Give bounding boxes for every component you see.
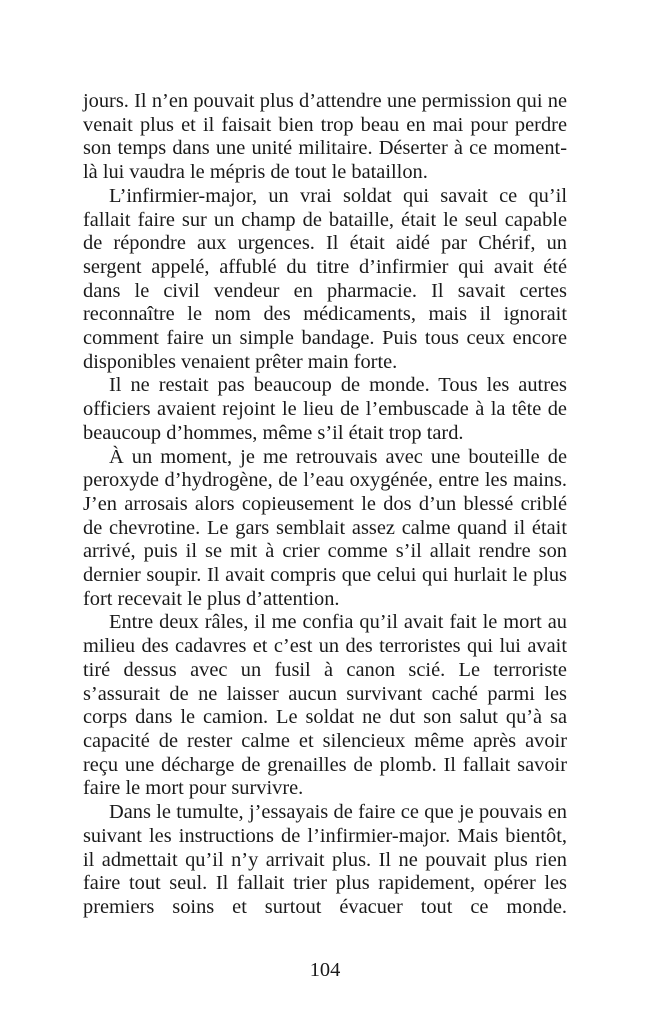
paragraph-5: Entre deux râles, il me confia qu’il avait fait le mort au milieu des cadavres et c’est un des terroristes qui lui avait tiré dessus avec un fusil à canon scié. Le terroriste s’assurait de ne laisser aucun survivant caché parmi les corps dans le camion. Le soldat ne dut son salut qu’à sa capacité de rester calme et silencieux même après avoir reçu une décharge de grenailles de plomb. Il fallait savoir faire le mort pour survivre. bbox=[83, 611, 567, 800]
paragraph-4: À un moment, je me retrouvais avec une bouteille de peroxyde d’hydrogène, de l’eau oxygénée, entre les mains. J’en arrosais alors copieusement le dos d’un blessé criblé de chevrotine. Le gars semblait assez calme quand il était arrivé, puis il se mit à crier comme s’il allait rendre son dernier soupir. Il avait compris que celui qui hurlait le plus fort recevait le plus d’attention. bbox=[83, 445, 567, 610]
paragraph-6: Dans le tumulte, j’essayais de faire ce que je pouvais en suivant les instructions de l’infirmier-major. Mais bientôt, il admettait qu’il n’y arrivait plus. Il ne pouvait plus rien faire tout seul. Il fallait trier plus rapidement, opérer les premiers soins et surtout évacuer tout ce monde. bbox=[83, 801, 567, 918]
paragraph-1: jours. Il n’en pouvait plus d’attendre une permission qui ne venait plus et il faisait bien trop beau en mai pour perdre son temps dans une unité militaire. Déserter à ce moment-là lui vaudra le mépris de tout le bataillon. bbox=[83, 90, 567, 184]
paragraph-3: Il ne restait pas beaucoup de monde. Tous les autres officiers avaient rejoint le lieu de l’embuscade à la tête de beaucoup d’hommes, même s’il était trop tard. bbox=[83, 374, 567, 444]
page-body bbox=[83, 90, 567, 920]
paragraph-2: L’infirmier-major, un vrai soldat qui savait ce qu’il fallait faire sur un champ de bataille, était le seul capable de répondre aux urgences. Il était aidé par Chérif, un sergent appelé, affublé du titre d’infirmier qui avait été dans le civil vendeur en pharmacie. Il savait certes reconnaître le nom des médicaments, mais il ignorait comment faire un simple bandage. Puis tous ceux encore disponibles venaient prêter main forte. bbox=[83, 184, 567, 373]
page-number: 104 bbox=[309, 959, 341, 981]
